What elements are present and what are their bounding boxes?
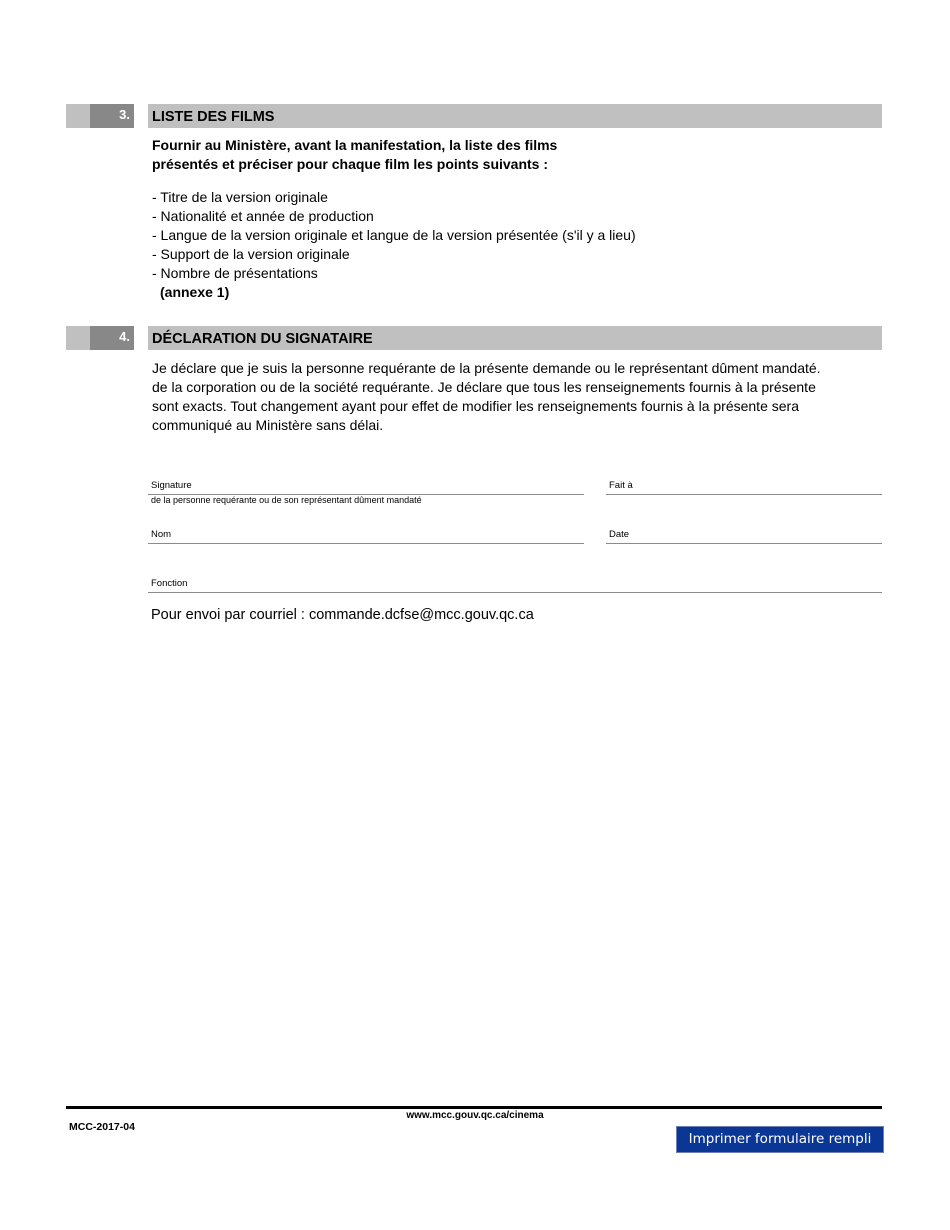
section-3-intro bbox=[152, 136, 557, 174]
print-form-button[interactable]: Imprimer formulaire rempli bbox=[676, 1126, 884, 1153]
declaration-line: Je déclare que je suis la personne requérante de la présente demande ou le représentant dûment mandaté. bbox=[152, 360, 821, 376]
declaration-line: communiqué au Ministère sans délai. bbox=[152, 417, 384, 433]
list-item: - Nationalité et année de production bbox=[152, 208, 374, 224]
email-note: Pour envoi par courriel : commande.dcfse@mcc.gouv.qc.ca bbox=[151, 607, 534, 623]
fait-a-label: Fait à bbox=[609, 480, 633, 491]
nom-field[interactable] bbox=[148, 529, 584, 544]
section-4-title: DÉCLARATION DU SIGNATAIRE bbox=[148, 326, 882, 350]
declaration-text bbox=[152, 359, 821, 435]
annex-reference: (annexe 1) bbox=[160, 284, 230, 300]
fait-a-field[interactable] bbox=[606, 480, 882, 495]
signature-sub-label: de la personne requérante ou de son représentant dûment mandaté bbox=[151, 495, 422, 505]
list-item: - Nombre de présentations bbox=[152, 265, 318, 281]
form-code: MCC-2017-04 bbox=[69, 1121, 135, 1133]
declaration-line: sont exacts. Tout changement ayant pour effet de modifier les renseignements fournis à la présente sera bbox=[152, 398, 799, 414]
section-3-title: LISTE DES FILMS bbox=[148, 104, 882, 128]
signature-label: Signature bbox=[151, 480, 192, 491]
section-3-number: 3. bbox=[90, 104, 134, 128]
section-4-number-bar bbox=[66, 326, 134, 350]
date-field[interactable] bbox=[606, 529, 882, 544]
list-item: - Support de la version originale bbox=[152, 246, 350, 262]
section-3-number-bar bbox=[66, 104, 134, 128]
section-4-number: 4. bbox=[90, 326, 134, 350]
list-item: - Titre de la version originale bbox=[152, 189, 328, 205]
list-item: - Langue de la version originale et langue de la version présentée (s'il y a lieu) bbox=[152, 227, 636, 243]
fonction-field[interactable] bbox=[148, 578, 882, 593]
fonction-label: Fonction bbox=[151, 578, 188, 589]
section-3-intro-line-2: présentés et préciser pour chaque film les points suivants : bbox=[152, 156, 549, 172]
section-3-list bbox=[152, 188, 636, 302]
signature-field[interactable] bbox=[148, 480, 584, 495]
footer-url[interactable]: www.mcc.gouv.qc.ca/cinema bbox=[406, 1110, 544, 1121]
section-3-intro-line-1: Fournir au Ministère, avant la manifestation, la liste des films bbox=[152, 137, 558, 153]
footer-rule bbox=[66, 1106, 882, 1109]
date-label: Date bbox=[609, 529, 630, 540]
declaration-line: de la corporation ou de la société requérante. Je déclare que tous les renseignements fournis à la présente bbox=[152, 379, 816, 395]
nom-label: Nom bbox=[151, 529, 172, 540]
